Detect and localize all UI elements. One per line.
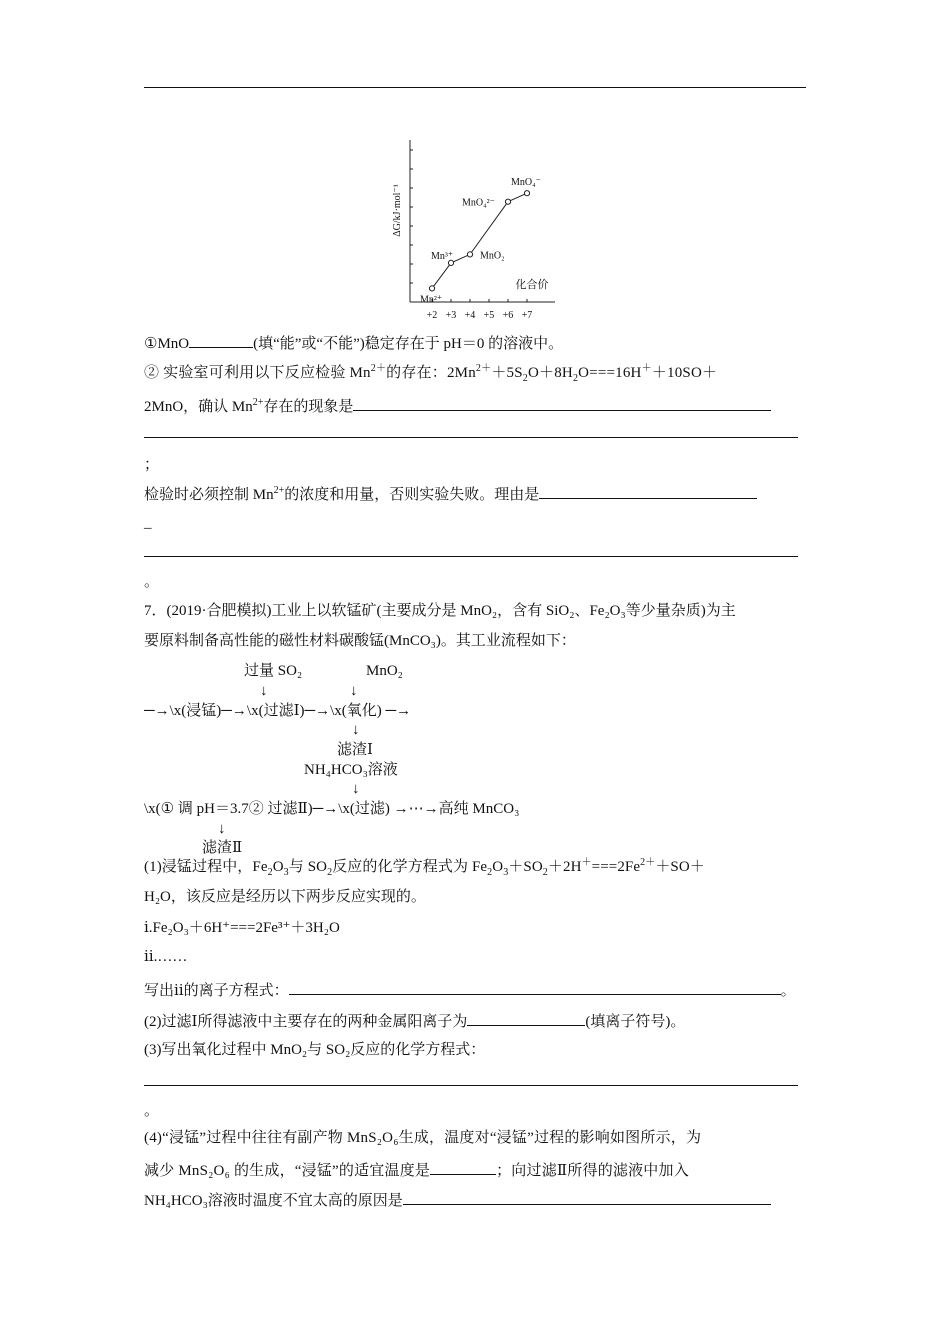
- flow-residue-1: 滤渣Ⅰ: [337, 742, 373, 758]
- x-tick-label: +7: [521, 310, 533, 321]
- q7-s4-line3: NH₄HCO₃溶液时温度不宜太高的原因是: [144, 1190, 771, 1210]
- answer-blank[interactable]: [403, 1190, 771, 1205]
- point-label: MnO₄²⁻: [462, 197, 495, 209]
- answer-blank[interactable]: [467, 1011, 585, 1026]
- q7-intro-line2: 要原料制备高性能的磁性材料碳酸锰(MnCO₃)。其工业流程如下：: [144, 633, 576, 649]
- q7-step-ii: ⅱ.……: [144, 949, 188, 965]
- flow-arrow-down: ↓: [352, 722, 360, 738]
- flow-arrow-down: ↓: [350, 683, 358, 699]
- flow-reagent-nh4hco3: NH₄HCO₃溶液: [304, 762, 398, 778]
- flow-arrow-down: ↓: [260, 683, 268, 699]
- semicolon: ；: [144, 457, 160, 473]
- data-point: [467, 252, 472, 257]
- q7-step-i: ⅰ.Fe₂O₃＋6H⁺===2Fe³⁺＋3H₂O: [144, 920, 340, 936]
- x-tick-label: +5: [483, 310, 495, 321]
- q7-s1-line1: (1)浸锰过程中，$Fe_2O_3$与 $SO_2$反应的化学方程式为 $Fe_2O_3+SO_2+2H^+===2Fe^{2+}+SO+$: [144, 857, 705, 878]
- point-label: Mn³⁺: [431, 250, 454, 262]
- answer-blank[interactable]: [430, 1160, 496, 1175]
- y-axis-label: ΔG/kJ·mol⁻¹: [392, 184, 403, 237]
- answer-blank[interactable]: [353, 396, 771, 411]
- flow-row2: \x(① 调 pH＝3.7② 过滤Ⅱ)─→\x(过滤) →⋯→高纯 MnCO₃: [144, 801, 520, 817]
- answer-line[interactable]: [144, 437, 798, 438]
- q7-s1-write: 写出ⅱ的离子方程式： 。: [144, 980, 796, 1000]
- flow-reagent-mno2: MnO₂: [366, 663, 403, 679]
- q7-s1-line2: H₂O，该反应是经历以下两步反应实现的。: [144, 889, 426, 905]
- point-label: Mn²⁺: [420, 294, 443, 306]
- data-point: [505, 199, 510, 204]
- x-tick-label: +3: [445, 310, 457, 321]
- flow-row1: ─→\x(浸锰)─→\x(过滤Ⅰ)─→\x(氧化) ─→: [144, 703, 412, 719]
- gibbs-energy-chart: [380, 135, 580, 325]
- data-point: [429, 286, 434, 291]
- flow-reagent-so2: 过量 SO₂: [244, 663, 303, 679]
- flow-residue-2: 滤渣Ⅱ: [202, 840, 243, 856]
- q7-intro-line1: 7．(2019·合肥模拟)工业上以软锰矿(主要成分是 MnO₂，含有 SiO₂、Fe₂O₃等少量杂质)为主: [144, 603, 736, 619]
- q6-part2-line1: ② 实验室可利用以下反应检验 $Mn^{2+}$的存在：$2Mn^{2+}+5S_2O+8H_2O===16H^++10SO+$: [144, 363, 718, 384]
- q7-s4-line2: 减少 MnS₂O₆ 的生成，“浸锰”的适宜温度是 ；向过滤Ⅱ所得的滤液中加入: [144, 1160, 689, 1180]
- answer-line[interactable]: [144, 556, 798, 557]
- x-axis-label: 化合价: [515, 279, 549, 291]
- answer-line[interactable]: [144, 1085, 798, 1086]
- q7-s4-line1: (4)“浸锰”过程中往往有副产物 MnS₂O₆生成，温度对“浸锰”过程的影响如图所示，为: [144, 1130, 702, 1146]
- flow-arrow-down: ↓: [218, 821, 226, 837]
- flow-arrow-down: ↓: [352, 781, 360, 797]
- x-tick-label: +2: [426, 310, 438, 321]
- answer-blank[interactable]: [539, 484, 757, 499]
- q6-part1: ①MnO (填“能”或“不能”)稳定存在于 pH＝0 的溶液中。: [144, 333, 563, 353]
- x-tick-label: +4: [464, 310, 476, 321]
- period: 。: [144, 1103, 160, 1119]
- x-tick-label: +6: [502, 310, 514, 321]
- q7-s2: (2)过滤Ⅰ所得滤液中主要存在的两种金属阳离子为 (填离子符号)。: [144, 1011, 685, 1031]
- q6-part3: 检验时必须控制 $Mn^{2+}$的浓度和用量，否则实验失败。理由是: [144, 484, 757, 504]
- answer-blank[interactable]: [289, 980, 781, 995]
- point-label: MnO₂: [480, 250, 505, 262]
- q7-s3: (3)写出氧化过程中 MnO₂与 SO₂反应的化学方程式：: [144, 1042, 486, 1058]
- data-point: [524, 191, 529, 196]
- dash: _: [144, 515, 152, 531]
- answer-blank[interactable]: [189, 333, 253, 348]
- period: 。: [144, 574, 160, 590]
- point-label: MnO₄⁻: [511, 177, 541, 189]
- header-rule: [144, 87, 806, 88]
- q6-part2-line2: 2MnO，确认 $Mn^{2+}$存在的现象是: [144, 396, 771, 416]
